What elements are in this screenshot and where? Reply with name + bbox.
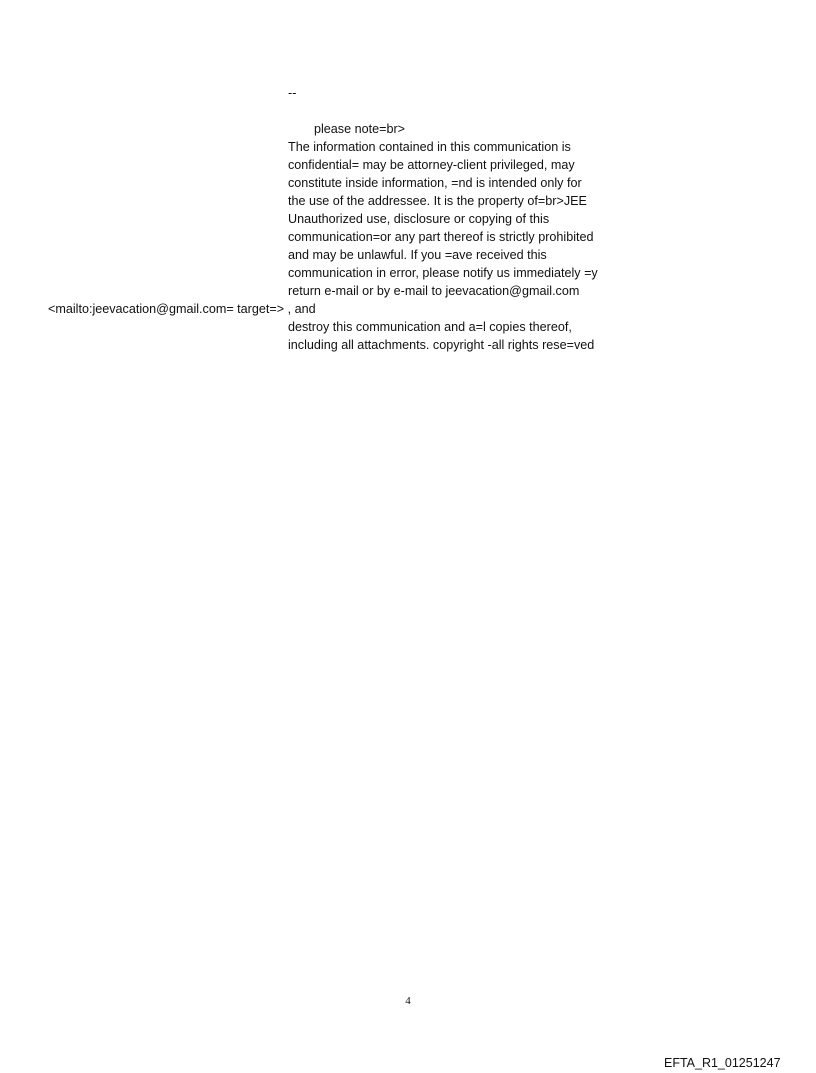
note-label: please note=br>	[314, 122, 406, 136]
mailto-line: <mailto:jeevacation@gmail.com= target=> , and	[48, 302, 316, 316]
disclaimer-line: The information contained in this communication is	[288, 140, 571, 154]
disclaimer-line: constitute inside information, =nd is intended only for	[288, 176, 582, 190]
disclaimer-line: the use of the addressee. It is the property of=br>JEE	[288, 194, 587, 208]
disclaimer-line: Unauthorized use, disclosure or copying of this	[288, 212, 550, 226]
page-number: 4	[405, 995, 411, 1007]
disclaimer-continuation	[288, 318, 594, 354]
disclaimer-line: communication in error, please notify us immediately =y	[288, 266, 598, 280]
disclaimer-line: return e-mail or by e-mail to jeevacation@gmail.com	[288, 284, 580, 298]
signature-separator: --	[288, 86, 297, 100]
disclaimer-line: and may be unlawful. If you =ave received this	[288, 248, 547, 262]
document-id: EFTA_R1_01251247	[664, 1056, 781, 1070]
disclaimer-line: communication=or any part thereof is strictly prohibited	[288, 230, 594, 244]
disclaimer-line: including all attachments. copyright -all rights rese=ved	[288, 338, 595, 352]
disclaimer-block	[288, 138, 598, 300]
disclaimer-line: confidential= may be attorney-client privileged, may	[288, 158, 575, 172]
disclaimer-line: destroy this communication and a=l copies thereof,	[288, 320, 572, 334]
